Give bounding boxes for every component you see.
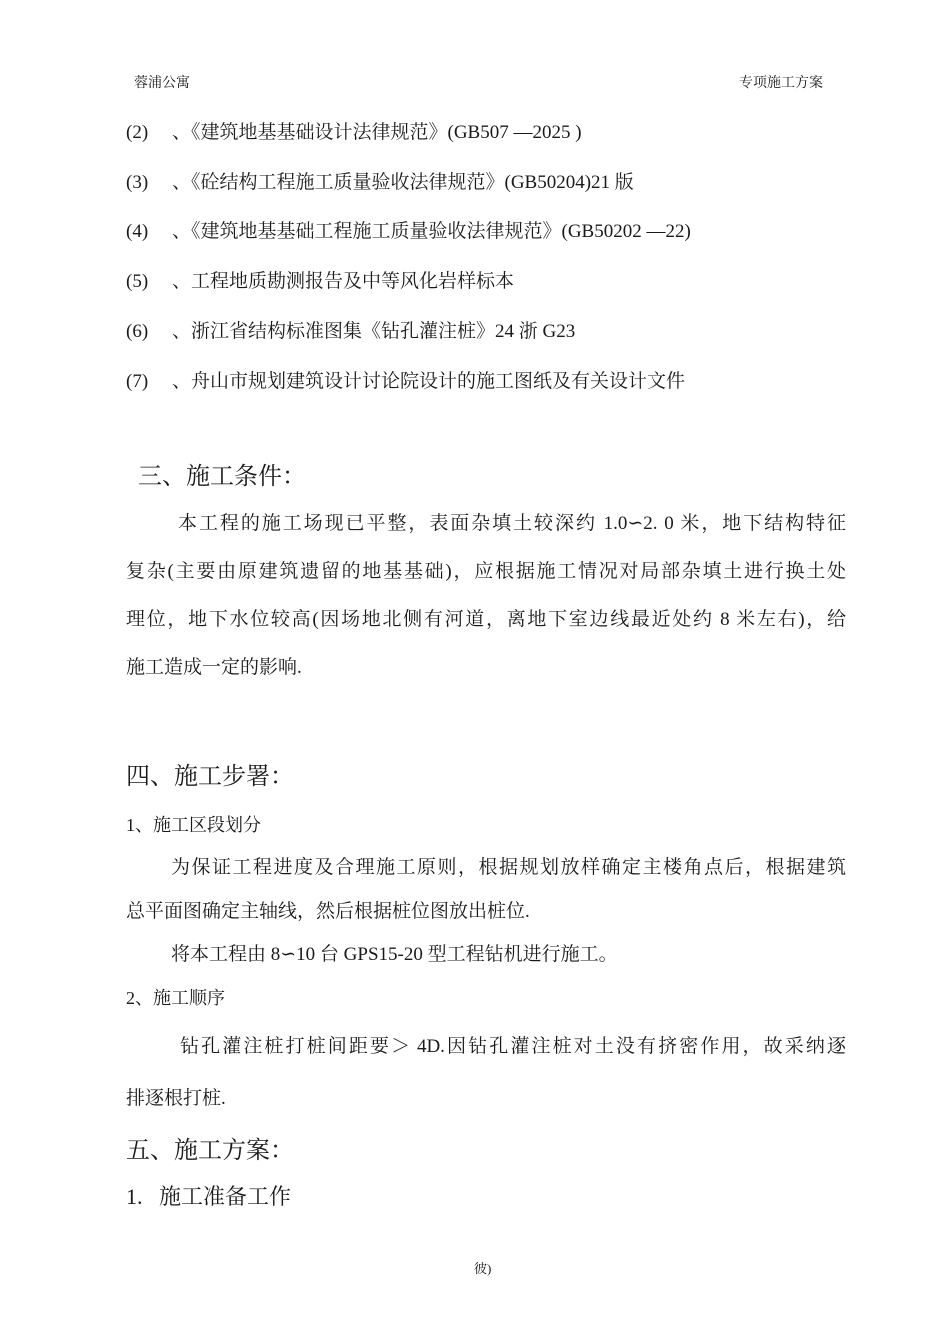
paragraph-line: 为保证工程进度及合理施工原则，根据规划放样确定主楼角点后，根据建筑 [171,857,846,878]
paragraph-line: 理位，地下水位较高(因场地北侧有河道，离地下室边线最近处约 8 米左右)，给 [126,609,846,630]
list-item-text: 、《建筑地基基础设计法律规范》(GB507 —2025 ) [172,122,582,143]
section-heading-construction-deployment: 四、施工步署： [126,764,294,790]
subheading-zone-division: 1、施工区段划分 [126,815,261,835]
paragraph-construction-sequence [126,1021,846,1125]
list-item-number: (5) [126,271,149,292]
paragraph-line: 施工造成一定的影响. [126,657,302,678]
header-left: 蓉浦公寓 [134,76,190,91]
list-item-text: 、工程地质勘测报告及中等风化岩样标本 [172,271,515,292]
list-item-number: (4) [126,221,149,242]
list-item-text: 、《建筑地基基础工程施工质量验收法律规范》(GB50202 —22) [172,221,691,242]
section-heading-construction-plan: 五、施工方案： [126,1138,294,1164]
subheading-construction-sequence: 2、施工顺序 [126,988,225,1008]
paragraph-line: 排逐根打桩. [126,1088,226,1109]
paragraph-zone-division [126,846,846,934]
paragraph-line: 总平面图确定主轴线，然后根据桩位图放出桩位. [126,901,530,922]
page-number: 彼) [474,1261,492,1276]
list-item [126,117,582,144]
paragraph-line: 复杂(主要由原建筑遗留的地基基础)，应根据施工情况对局部杂填土进行换土处 [126,561,846,582]
header-right: 专项施工方案 [739,76,823,91]
list-item-text: 、浙江省结构标准图集《钻孔灌注桩》24 浙 G23 [172,321,576,342]
list-item [126,167,634,194]
list-item [126,366,685,393]
list-item [126,216,691,243]
paragraph-line: 本工程的施工场现已平整，表面杂填土较深约 1.0∽2. 0 米，地下结构特征 [178,513,846,534]
paragraph-construction-conditions [126,500,846,692]
list-item-number: (6) [126,321,149,342]
list-item-number: (3) [126,172,149,193]
paragraph-drilling-rigs: 将本工程由 8∽10 台 GPS15-20 型工程钻机进行施工。 [171,944,618,965]
paragraph-line: 钻孔灌注桩打桩间距要＞ 4D.因钻孔灌注桩对土没有挤密作用，故采纳逐 [180,1036,846,1057]
item-preparation-work: 1. 施工准备工作 [126,1184,292,1209]
list-item [126,316,575,343]
list-item [126,266,514,293]
list-item-number: (2) [126,122,149,143]
list-item-text: 、舟山市规划建筑设计讨论院设计的施工图纸及有关设计文件 [172,371,686,392]
section-heading-construction-conditions: 三、施工条件： [138,464,306,490]
list-item-number: (7) [126,371,149,392]
list-item-text: 、《砼结构工程施工质量验收法律规范》(GB50204)21 版 [172,172,634,193]
